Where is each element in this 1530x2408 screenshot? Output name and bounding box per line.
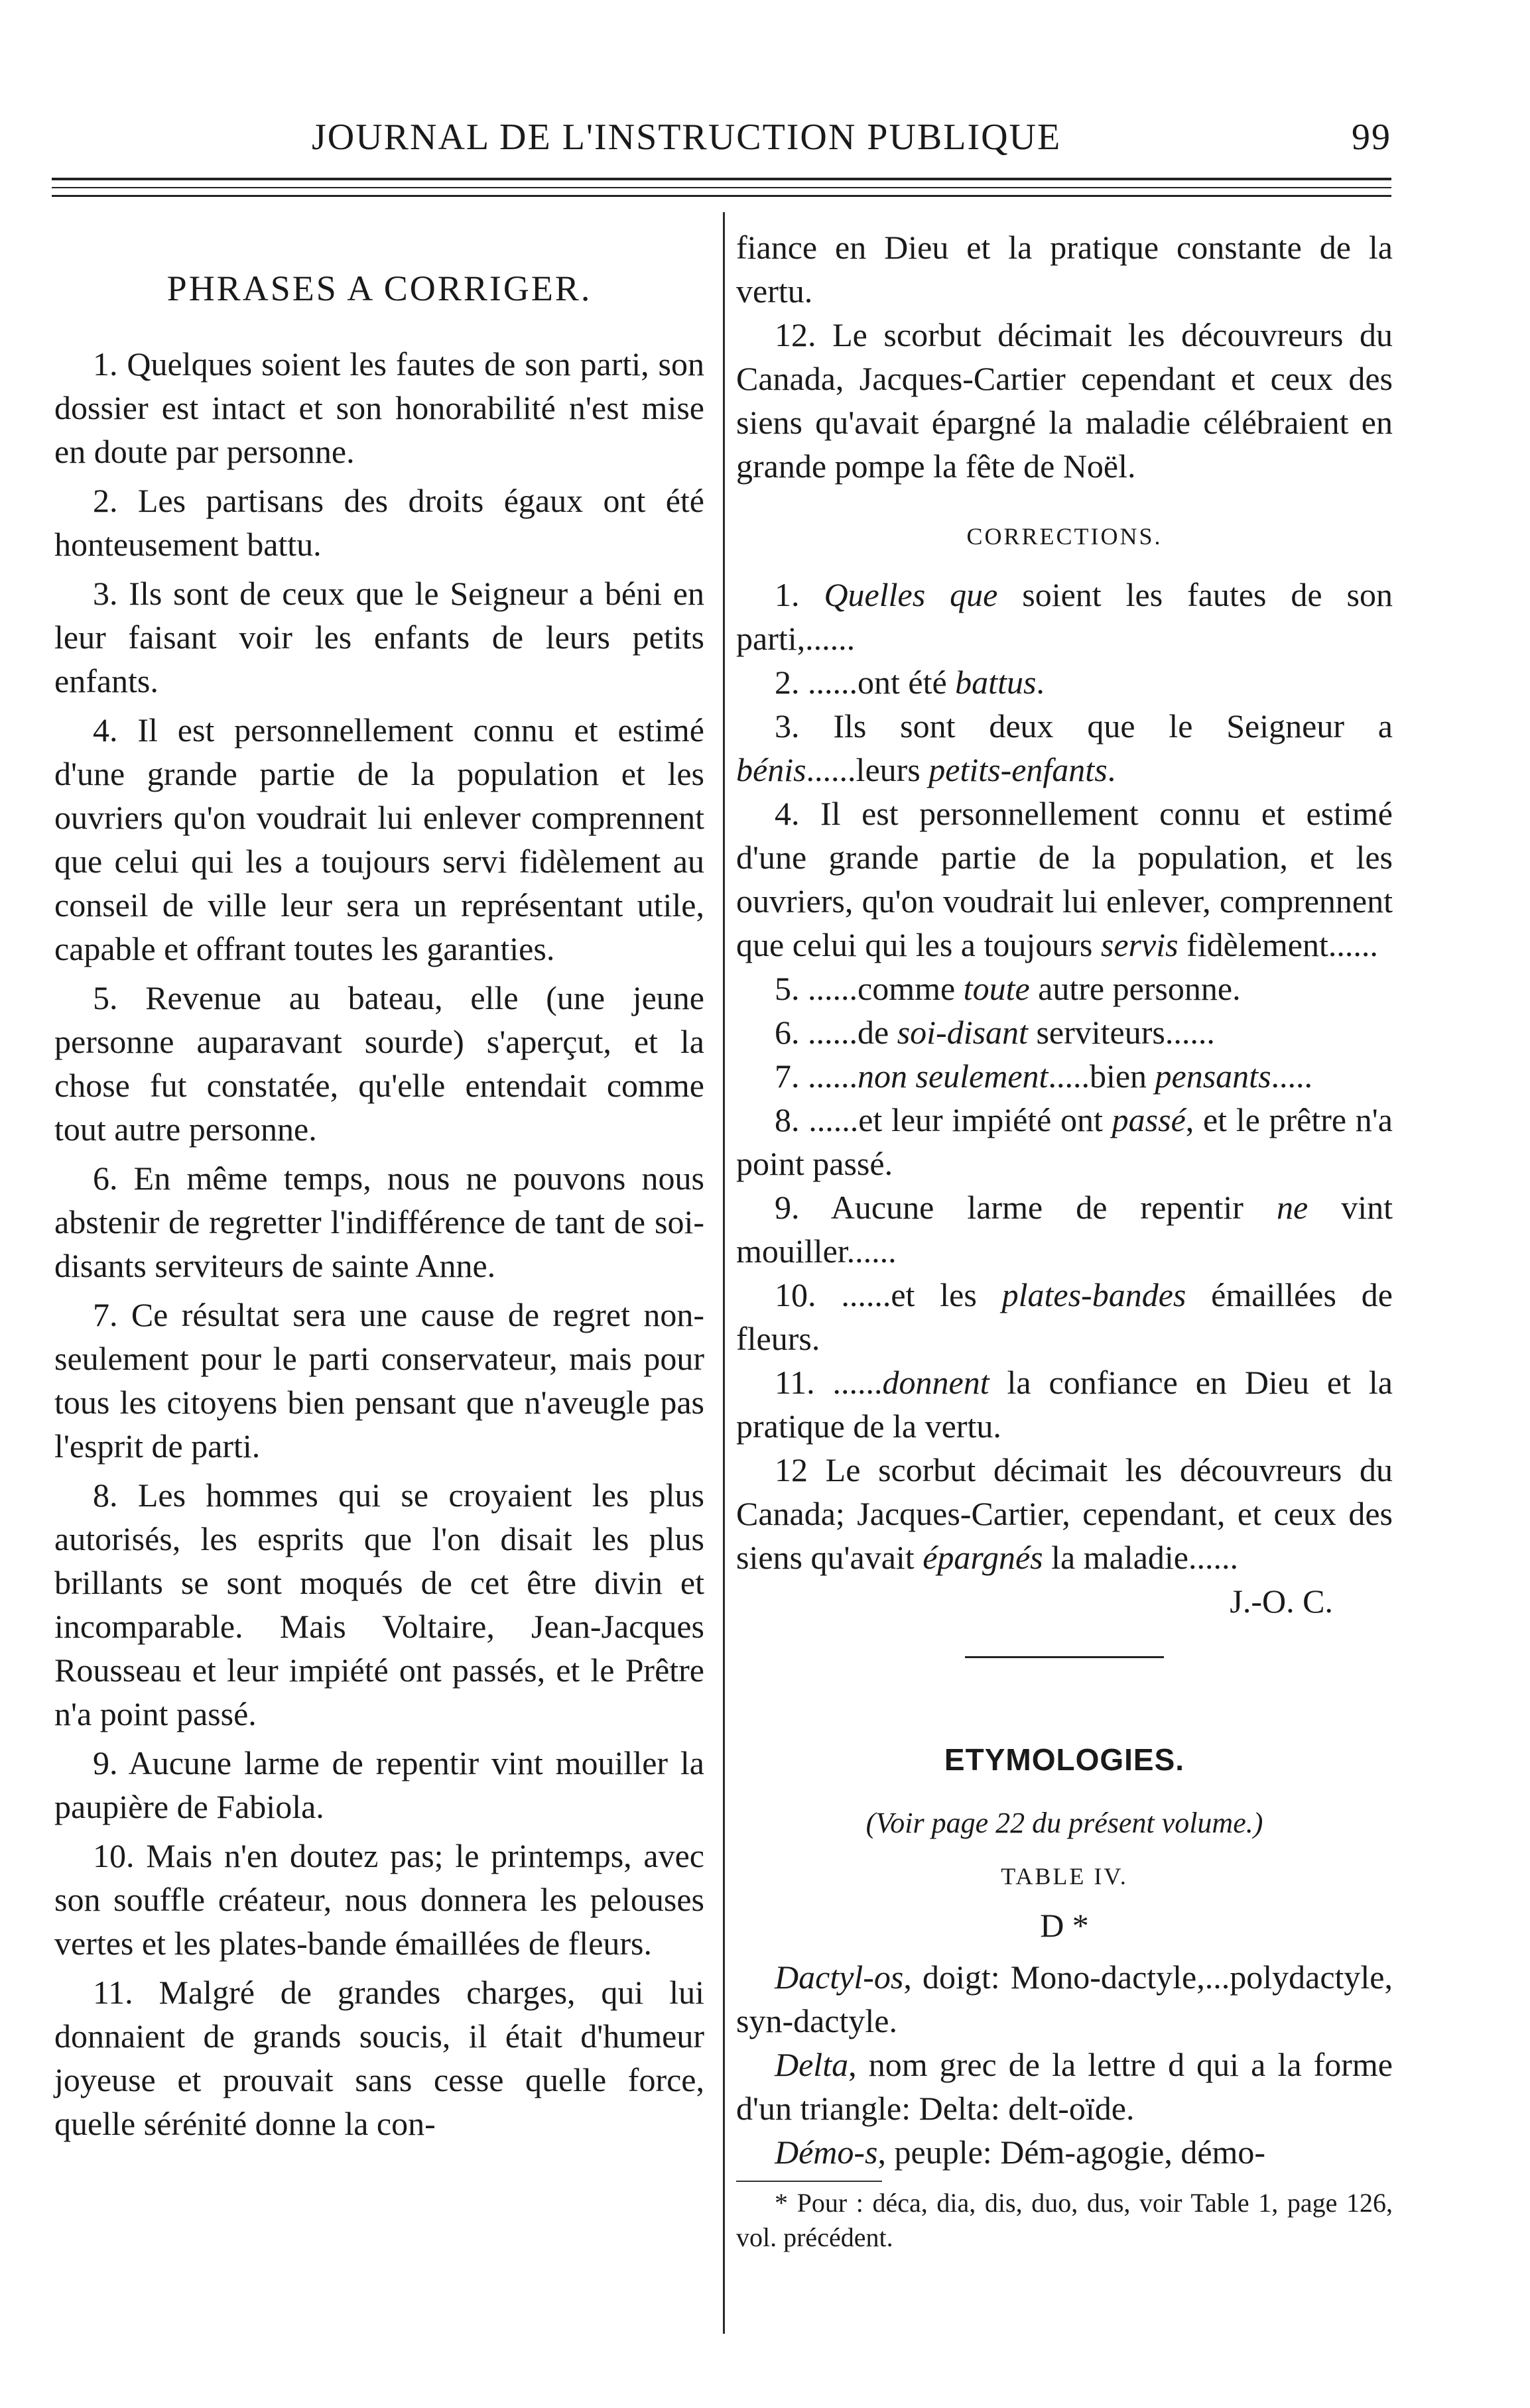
continued-text: fiance en Dieu et la pratique constante de la vertu. (736, 229, 1393, 310)
header-rule (52, 187, 1391, 188)
exercise-item: 3. Ils sont de ceux que le Seigneur a béni en leur faisant voir les enfants de leurs petits enfants. (54, 575, 704, 699)
exercise-item: 5. Revenue au bateau, elle (une jeune personne auparavant sourde) s'aperçut, et la chose fut constatée, qu'elle entendait comme tout autre personne. (54, 979, 704, 1148)
etymologies-heading: ETYMOLOGIES. (944, 1742, 1185, 1777)
etymology-entry: Delta, nom grec de la lettre d qui a la forme d'un triangle: Delta: delt-oïde. (736, 2046, 1393, 2127)
correction-item: 7. ......non seulement.....bien pensants..... (775, 1057, 1313, 1095)
journal-title: JOURNAL DE L'INSTRUCTION PUBLIQUE (312, 117, 1062, 158)
table-label: TABLE IV. (1001, 1863, 1128, 1890)
letter-heading: D * (1040, 1907, 1089, 1944)
etymologies-reference: (Voir page 22 du présent volume.) (865, 1807, 1263, 1839)
exercise-item: 12. Le scorbut décimait les découvreurs du Canada, Jacques-Cartier cependant et ceux des siens qu'avait épargné la maladie célébraient en grande pompe la fête de Noël. (736, 316, 1393, 485)
footnote-rule (736, 2181, 882, 2182)
correction-item: 2. ......ont été battus. (775, 664, 1045, 701)
section-title: PHRASES A CORRIGER. (166, 269, 592, 308)
correction-item: 3. Ils sont deux que le Seigneur a bénis......leurs petits-enfants. (736, 707, 1393, 788)
exercise-item: 1. Quelques soient les fautes de son parti, son dossier est intact et son honorabilité n'est mise en doute par personne. (54, 345, 704, 470)
left-column (54, 225, 704, 2151)
correction-item: 8. ......et leur impiété ont passé, et le prêtre n'a point passé. (736, 1101, 1393, 1182)
exercise-item: 10. Mais n'en doutez pas; le printemps, avec son souffle créateur, nous donnera les pelouses vertes et les plates-bande émaillées de fleurs. (54, 1837, 704, 1962)
correction-item: 4. Il est personnellement connu et estimé d'une grande partie de la population, et les ouvriers, qu'on voudrait lui enlever, comprennent que celui qui les a toujours servis fidèlement...... (736, 795, 1393, 963)
right-column (736, 225, 1393, 2255)
page-number: 99 (1352, 117, 1391, 158)
correction-item: 12 Le scorbut décimait les découvreurs du Canada; Jacques-Cartier, cependant, et ceux des siens qu'avait épargnés la maladie...... (736, 1451, 1393, 1576)
exercise-item: 9. Aucune larme de repentir vint mouiller la paupière de Fabiola. (54, 1744, 704, 1825)
signature: J.-O. C. (1230, 1583, 1333, 1620)
footnote: * Pour : déca, dia, dis, duo, dus, voir Table 1, page 126, vol. précédent. (736, 2188, 1393, 2252)
correction-item: 9. Aucune larme de repentir ne vint mouiller...... (736, 1189, 1393, 1270)
exercise-item: 6. En même temps, nous ne pouvons nous abstenir de regretter l'indifférence de tant de soi-disants serviteurs de sainte Anne. (54, 1160, 704, 1284)
exercise-item: 11. Malgré de grandes charges, qui lui donnaient de grands soucis, il était d'humeur joyeuse et prouvait sans cesse quelle force, quelle sérénité donne la con- (54, 1974, 704, 2142)
header-rule (52, 178, 1391, 180)
correction-item: 6. ......de soi-disant serviteurs...... (775, 1014, 1215, 1051)
correction-item: 11. ......donnent la confiance en Dieu et la pratique de la vertu. (736, 1364, 1393, 1445)
exercise-item: 4. Il est personnellement connu et estimé d'une grande partie de la population et les ouvriers qu'on voudrait lui enlever comprennent que celui qui les a toujours servi fidèlement au conseil de ville leur sera un représentant utile, capable et offrant toutes les garanties. (54, 711, 704, 967)
correction-item: 1. Quelles que soient les fautes de son parti,...... (736, 576, 1393, 657)
exercise-item: 2. Les partisans des droits égaux ont été honteusement battu. (54, 482, 704, 563)
running-header (52, 116, 1391, 169)
etymology-entry: Dactyl-os, doigt: Mono-dactyle,...polydactyle, syn-dactyle. (736, 1958, 1393, 2039)
exercise-item: 7. Ce résultat sera une cause de regret non-seulement pour le parti conservateur, mais pour tous les citoyens bien pensant que n'aveugle pas l'esprit de parti. (54, 1296, 704, 1465)
header-rule (52, 195, 1391, 197)
section-divider (965, 1656, 1164, 1658)
corrections-heading: CORRECTIONS. (966, 523, 1163, 550)
etymology-entry: Démo-s, peuple: Dém-agogie, démo- (775, 2134, 1266, 2171)
correction-item: 10. ......et les plates-bandes émaillées de fleurs. (736, 1276, 1393, 1357)
correction-item: 5. ......comme toute autre personne. (775, 970, 1241, 1007)
column-divider (723, 212, 725, 2334)
exercise-item: 8. Les hommes qui se croyaient les plus autorisés, les esprits que l'on disait les plus brillants se sont moqués de cet être divin et incomparable. Mais Voltaire, Jean-Jacques Rousseau et leur impiété ont passés, et le Prêtre n'a point passé. (54, 1476, 704, 1732)
